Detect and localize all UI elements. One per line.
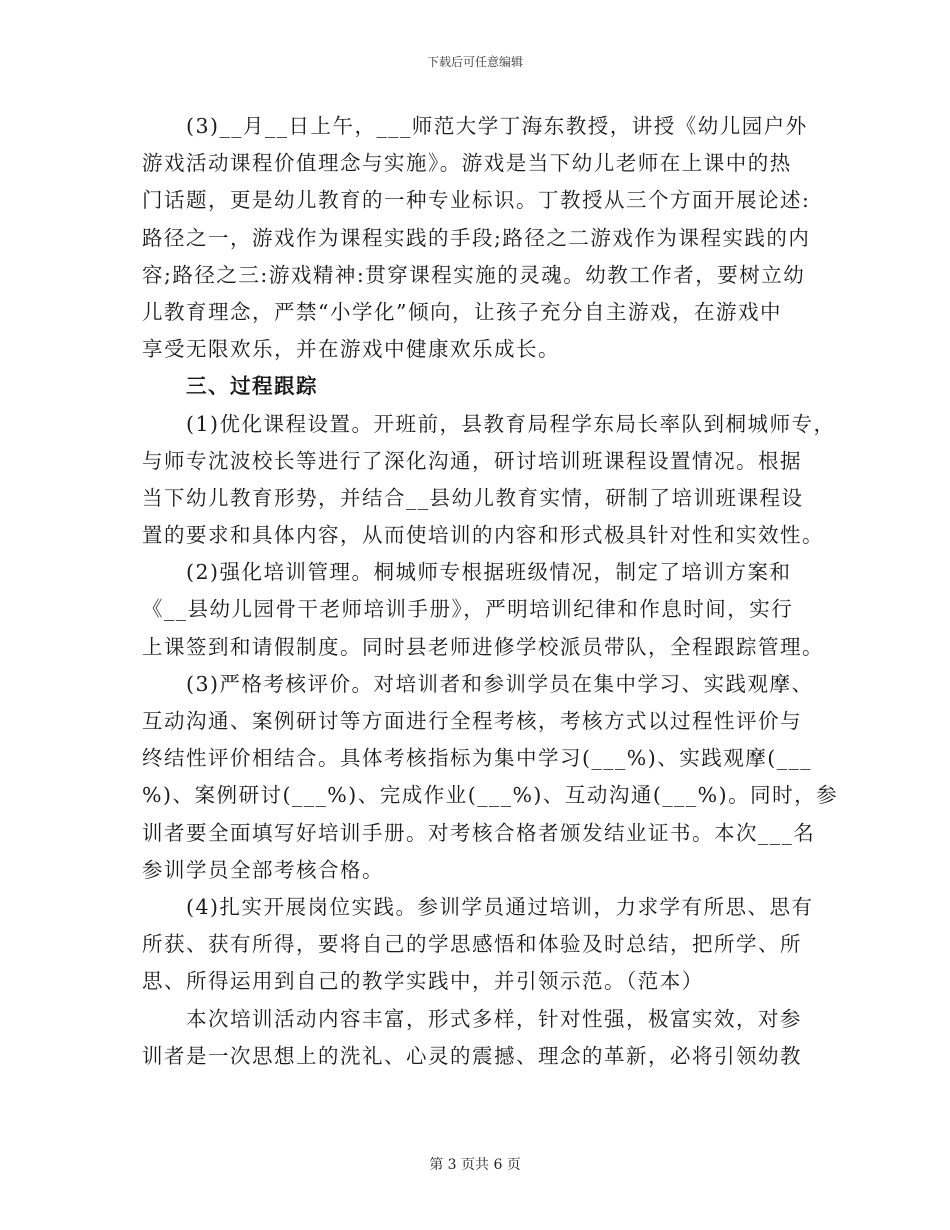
- page-header: 下载后可任意编辑: [426, 55, 523, 69]
- text-line: 门话题，更是幼儿教育的一种专业标识。丁教授从三个方面开展论述:: [142, 188, 811, 213]
- text-line: 上课签到和请假制度。同时县老师进修学校派员带队，全程跟踪管理。: [142, 634, 824, 659]
- text-line: 本次培训活动内容丰富，形式多样，针对性强，极富实效，对参: [186, 1006, 802, 1031]
- text-line: 游戏活动课程价值理念与实施》。游戏是当下幼儿老师在上课中的热: [142, 151, 792, 176]
- text-line: 《__县幼儿园骨干老师培训手册》，严明培训纪律和作息时间，实行: [142, 597, 794, 622]
- section-heading: 三、过程跟踪: [186, 374, 318, 399]
- text-line: (4)扎实开展岗位实践。参训学员通过培训，力求学有所思、思有: [186, 894, 814, 919]
- text-line: 终结性评价相结合。具体考核指标为集中学习(___%)、实践观摩(___: [142, 746, 812, 771]
- text-line: 享受无限欢乐，并在游戏中健康欢乐成长。: [142, 337, 560, 362]
- text-line: 当下幼儿教育形势，并结合__县幼儿教育实情，研制了培训班课程设: [142, 485, 804, 510]
- text-line: 置的要求和具体内容，从而使培训的内容和形式极具针对性和实效性。: [142, 523, 824, 548]
- text-line: (3)严格考核评价。对培训者和参训学员在集中学习、实践观摩、: [186, 671, 814, 696]
- page-footer: 第 3 页共 6 页: [429, 1157, 521, 1173]
- document-body: [142, 108, 839, 1075]
- text-line: 所获、获有所得，要将自己的学思感悟和体验及时总结，把所学、所: [142, 932, 802, 957]
- text-line: 参训学员全部考核合格。: [142, 857, 384, 882]
- text-line: (1)优化课程设置。开班前，县教育局程学东局长率队到桐城师专，: [186, 411, 836, 436]
- text-line: 训者是一次思想上的洗礼、心灵的震撼、理念的革新，必将引领幼教: [142, 1043, 802, 1068]
- text-line: 儿教育理念，严禁“小学化”倾向，让孩子充分自主游戏，在游戏中: [142, 299, 782, 324]
- text-line: 容;路径之三:游戏精神:贯穿课程实施的灵魂。幼教工作者，要树立幼: [142, 262, 806, 287]
- text-line: %)、案例研讨(___%)、完成作业(___%)、互动沟通(___%)。同时，参: [142, 783, 839, 808]
- text-line: 与师专沈波校长等进行了深化沟通，研讨培训班课程设置情况。根据: [142, 448, 802, 473]
- text-line: (2)强化培训管理。桐城师专根据班级情况，制定了培训方案和: [186, 560, 792, 585]
- text-line: 路径之一，游戏作为课程实践的手段;路径之二游戏作为课程实践的内: [142, 225, 811, 250]
- text-line: (3)__月__日上午，___师范大学丁海东教授，讲授《幼儿园户外: [186, 114, 808, 138]
- text-line: 互动沟通、案例研讨等方面进行全程考核，考核方式以过程性评价与: [142, 709, 802, 733]
- text-line: 思、所得运用到自己的教学实践中，并引领示范。（范本）: [142, 969, 704, 994]
- text-line: 训者要全面填写好培训手册。对考核合格者颁发结业证书。本次___名: [142, 820, 816, 845]
